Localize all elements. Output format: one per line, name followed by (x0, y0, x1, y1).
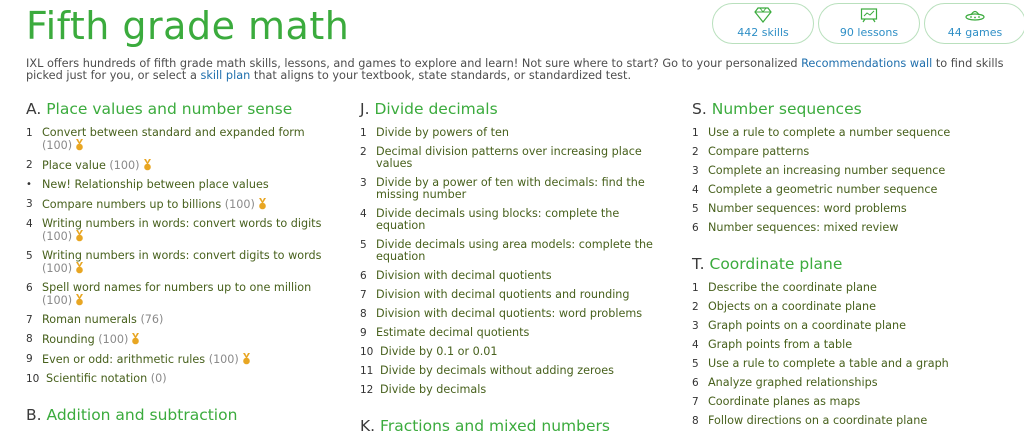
medal-icon (75, 262, 84, 274)
recommendations-wall-link[interactable]: Recommendations wall (801, 57, 933, 70)
skill-item: 1 Use a rule to complete a number sequence (692, 127, 1002, 139)
skill-link[interactable]: Coordinate planes as maps (708, 395, 861, 408)
skill-score: (100) (42, 139, 73, 152)
skill-item: 6 Number sequences: mixed review (692, 222, 1002, 234)
skill-link[interactable]: New! Relationship between place values (42, 178, 269, 191)
skill-item: 1 Divide by powers of ten (360, 127, 670, 139)
skill-item: 3 Divide by a power of ten with decimals: find the missing number (360, 177, 670, 201)
skill-item: 11 Divide by decimals without adding zeroes (360, 365, 670, 377)
skill-item: 1 Describe the coordinate plane (692, 282, 1002, 294)
skill-link[interactable]: Complete an increasing number sequence (708, 164, 946, 177)
skills-count-label: 442 skills (737, 26, 789, 39)
lessons-count-label: 90 lessons (839, 26, 899, 39)
category-heading-b[interactable]: B. Addition and subtraction (26, 406, 238, 424)
skill-link[interactable]: Graph points from a table (708, 338, 853, 351)
skill-item: 5 Writing numbers in words: convert digits to words (100) (26, 249, 322, 275)
skill-item: 3 Graph points on a coordinate plane (692, 320, 1002, 332)
skill-link[interactable]: Objects on a coordinate plane (708, 300, 876, 313)
skill-item: 2 Compare patterns (692, 146, 1002, 158)
games-count-label: 44 games (947, 26, 1003, 39)
skill-link[interactable]: Even or odd: arithmetic rules (42, 353, 206, 366)
skill-score: (100) (224, 198, 255, 211)
skill-item: 9 Even or odd: arithmetic rules (100) (26, 353, 346, 366)
skill-item: 3 Complete an increasing number sequence (692, 165, 1002, 177)
games-count-button[interactable] (924, 3, 1024, 44)
skill-item: 8 Follow directions on a coordinate plane (692, 415, 1002, 427)
skill-item: 6 Division with decimal quotients (360, 270, 670, 282)
category-heading-t[interactable]: T. Coordinate plane (692, 255, 843, 273)
skill-score: (100) (98, 333, 129, 346)
skills-count-button[interactable] (712, 3, 814, 44)
medal-icon (143, 159, 152, 171)
category-title[interactable]: Addition and subtraction (46, 406, 238, 424)
skill-link[interactable]: Describe the coordinate plane (708, 281, 877, 294)
skill-item: • New! Relationship between place values (26, 178, 269, 191)
skill-item: 2 Decimal division patterns over increasing place values (360, 146, 670, 170)
skill-item: 4 Divide decimals using blocks: complete the equation (360, 208, 670, 232)
skill-link[interactable]: Divide decimals using area models: complete the equation (376, 238, 653, 263)
skill-link[interactable]: Spell word names for numbers up to one million (42, 281, 312, 294)
category-title[interactable]: Place values and number sense (46, 100, 293, 118)
skill-link[interactable]: Scientific notation (46, 372, 148, 385)
skill-link[interactable]: Roman numerals (42, 313, 137, 326)
skill-item: 7 Roman numerals (76) (26, 313, 164, 326)
column-1 (26, 100, 346, 433)
skill-link[interactable]: Decimal division patterns over increasing place values (376, 145, 642, 170)
skill-list-j (360, 127, 670, 396)
skill-link[interactable]: Estimate decimal quotients (376, 326, 530, 339)
skill-score: (0) (150, 372, 167, 385)
skill-link[interactable]: Analyze graphed relationships (708, 376, 878, 389)
skill-item: 7 Division with decimal quotients and rounding (360, 289, 670, 301)
skill-link[interactable]: Divide by 0.1 or 0.01 (380, 345, 498, 358)
intro-text: IXL offers hundreds of fifth grade math skills, lessons, and games to explore and learn! Not sure where to start? Go to your personalized Recommendations wall to find skills picked just for you, or select a skill plan that aligns to your textbook, state standards, or standardized test. (26, 57, 1004, 82)
skill-link[interactable]: Writing numbers in words: convert digits to words (42, 249, 322, 262)
skill-plan-link[interactable]: skill plan (200, 69, 251, 82)
medal-icon (131, 333, 140, 345)
skill-list-a (26, 127, 346, 385)
skill-item: 10 Scientific notation (0) (26, 372, 167, 385)
skill-item: 2 Objects on a coordinate plane (692, 301, 1002, 313)
skill-link[interactable]: Division with decimal quotients: word problems (376, 307, 643, 320)
skill-link[interactable]: Convert between standard and expanded form (42, 126, 305, 139)
skill-link[interactable]: Division with decimal quotients and rounding (376, 288, 630, 301)
skill-item: 7 Coordinate planes as maps (692, 396, 1002, 408)
skill-item: 8 Division with decimal quotients: word problems (360, 308, 670, 320)
skill-link[interactable]: Compare patterns (708, 145, 810, 158)
lessons-count-button[interactable] (818, 3, 920, 44)
skill-item: 4 Writing numbers in words: convert words to digits (100) (26, 217, 322, 243)
skill-link[interactable]: Use a rule to complete a table and a graph (708, 357, 949, 370)
column-3 (692, 100, 1002, 434)
category-title[interactable]: Coordinate plane (709, 255, 843, 273)
category-title[interactable]: Fractions and mixed numbers (380, 417, 610, 435)
skill-item: 4 Graph points from a table (692, 339, 1002, 351)
skill-score: (76) (140, 313, 164, 326)
category-heading-s[interactable]: S. Number sequences (692, 100, 862, 118)
skill-item: 9 Estimate decimal quotients (360, 327, 670, 339)
skill-link[interactable]: Place value (42, 159, 106, 172)
medal-icon (258, 198, 267, 210)
skill-item: 6 Analyze graphed relationships (692, 377, 1002, 389)
skill-item: 6 Spell word names for numbers up to one million (100) (26, 281, 312, 307)
skill-link[interactable]: Writing numbers in words: convert words to digits (42, 217, 322, 230)
column-2 (360, 100, 670, 444)
skill-item: 5 Use a rule to complete a table and a graph (692, 358, 1002, 370)
skill-item: 5 Number sequences: word problems (692, 203, 1002, 215)
skill-item: 5 Divide decimals using area models: complete the equation (360, 239, 670, 263)
skill-link[interactable]: Number sequences: mixed review (708, 221, 899, 234)
skill-link[interactable]: Compare numbers up to billions (42, 198, 222, 211)
skill-link[interactable]: Divide by decimals (380, 383, 487, 396)
skill-link[interactable]: Graph points on a coordinate plane (708, 319, 906, 332)
skill-list-s (692, 127, 1002, 234)
skill-item: 8 Rounding (100) (26, 333, 346, 346)
medal-icon (75, 139, 84, 151)
skill-list-t (692, 282, 1002, 427)
skill-item: 1 Convert between standard and expanded form (100) (26, 126, 305, 152)
skill-item: 2 Place value (100) (26, 159, 346, 172)
skill-score: (100) (42, 230, 73, 243)
skill-link[interactable]: Number sequences: word problems (708, 202, 907, 215)
medal-icon (242, 353, 251, 365)
skill-score: (100) (208, 353, 239, 366)
skill-link[interactable]: Complete a geometric number sequence (708, 183, 938, 196)
skill-link[interactable]: Divide by powers of ten (376, 126, 509, 139)
skill-score: (100) (109, 159, 140, 172)
skill-score: (100) (42, 262, 73, 275)
category-heading-k[interactable]: K. Fractions and mixed numbers (360, 417, 610, 435)
skill-link[interactable]: Divide decimals using blocks: complete the equation (376, 207, 620, 232)
stats-bar (712, 3, 1024, 44)
skill-item: 12 Divide by decimals (360, 384, 670, 396)
skill-link[interactable]: Rounding (42, 333, 95, 346)
skill-link[interactable]: Divide by a power of ten with decimals: find the missing number (376, 176, 645, 201)
page-title: Fifth grade math (26, 4, 350, 48)
category-heading-a[interactable]: A. Place values and number sense (26, 100, 293, 118)
skill-link[interactable]: Use a rule to complete a number sequence (708, 126, 951, 139)
skill-item: 3 Compare numbers up to billions (100) (26, 198, 346, 211)
category-heading-j[interactable]: J. Divide decimals (360, 100, 498, 118)
skill-item: 4 Complete a geometric number sequence (692, 184, 1002, 196)
category-title[interactable]: Divide decimals (374, 100, 498, 118)
skill-link[interactable]: Division with decimal quotients (376, 269, 552, 282)
medal-icon (75, 294, 84, 306)
category-title[interactable]: Number sequences (711, 100, 862, 118)
skill-link[interactable]: Divide by decimals without adding zeroes (380, 364, 614, 377)
medal-icon (75, 230, 84, 242)
diamond-icon (754, 7, 772, 23)
lesson-board-icon (860, 7, 878, 23)
ufo-icon (964, 7, 986, 23)
skill-link[interactable]: Follow directions on a coordinate plane (708, 414, 928, 427)
skill-score: (100) (42, 294, 73, 307)
skill-item: 10 Divide by 0.1 or 0.01 (360, 346, 670, 358)
